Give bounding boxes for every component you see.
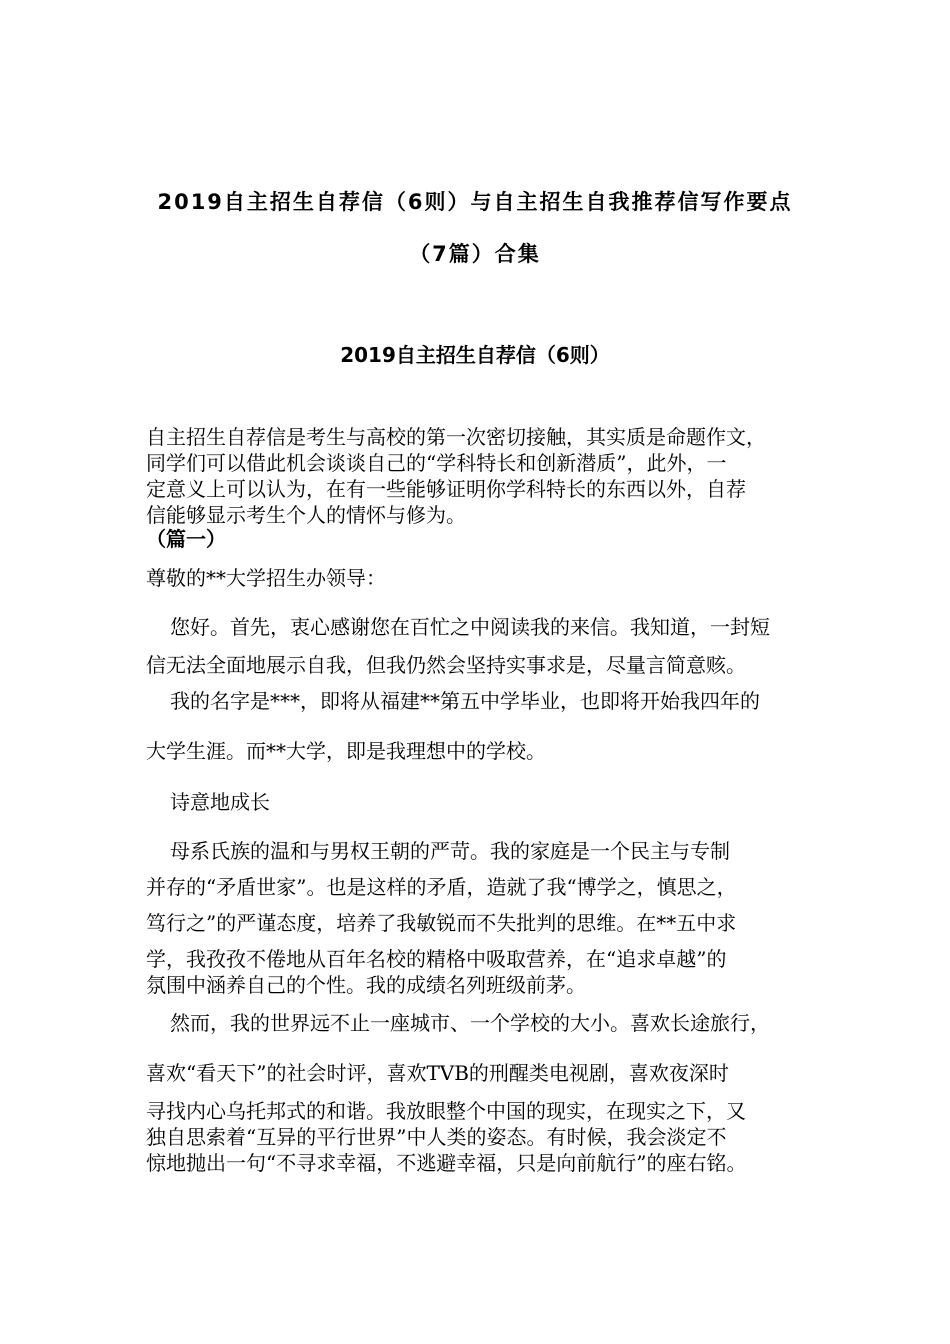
body-line: 氛围中涵养自己的个性。我的成绩名列班级前茅。	[146, 973, 586, 997]
document-title-line-1: 2019自主招生自荐信（6则）与自主招生自我推荐信写作要点	[157, 190, 793, 214]
body-line: 并存的“矛盾世家”。也是这样的矛盾，造就了我“博学之，慎思之，	[146, 875, 737, 899]
intro-line: 信能够显示考生个人的情怀与修为。	[146, 503, 466, 527]
body-line: 学，我孜孜不倦地从百年名校的精格中吸取营养，在“追求卓越”的	[146, 947, 727, 971]
body-line: 我的名字是***，即将从福建**第五中学毕业，也即将开始我四年的	[170, 689, 760, 713]
body-line: 母系氏族的温和与男权王朝的严苛。我的家庭是一个民主与专制	[170, 839, 730, 863]
intro-line: 同学们可以借此机会谈谈自己的“学科特长和创新潜质”，此外，一	[146, 451, 727, 475]
body-line: 独自思索着“互异的平行世界”中人类的姿态。有时候，我会淡定不	[146, 1125, 727, 1149]
body-line: 您好。首先，衷心感谢您在百忙之中阅读我的来信。我知道，一封短	[170, 615, 770, 639]
document-title-line-2: （7篇）合集	[409, 242, 541, 266]
part-label: （篇一）	[146, 527, 226, 551]
section-subtitle: 2019自主招生自荐信（6则）	[340, 343, 610, 367]
body-line: 信无法全面地展示自我，但我仍然会坚持实事求是，尽量言简意赅。	[146, 653, 746, 677]
body-line: 然而，我的世界远不止一座城市、一个学校的大小。喜欢长途旅行，	[170, 1011, 770, 1035]
salutation: 尊敬的**大学招生办领导：	[146, 566, 386, 590]
body-line: 喜欢“看天下”的社会时评，喜欢TVB的刑醒类电视剧，喜欢夜深时	[146, 1061, 729, 1085]
intro-line: 定意义上可以认为，在有一些能够证明你学科特长的东西以外，自荐	[146, 477, 746, 501]
body-line: 寻找内心乌托邦式的和谐。我放眼整个中国的现实，在现实之下，又	[146, 1099, 746, 1123]
body-line: 大学生涯。而**大学，即是我理想中的学校。	[146, 739, 546, 763]
section-heading: 诗意地成长	[170, 790, 270, 814]
body-line: 惊地抛出一句“不寻求幸福，不逃避幸福，只是向前航行”的座右铭。	[146, 1151, 747, 1175]
intro-line: 自主招生自荐信是考生与高校的第一次密切接触，其实质是命题作文，	[146, 425, 766, 449]
body-line: 笃行之”的严谨态度，培养了我敏锐而不失批判的思维。在**五中求	[146, 911, 737, 935]
